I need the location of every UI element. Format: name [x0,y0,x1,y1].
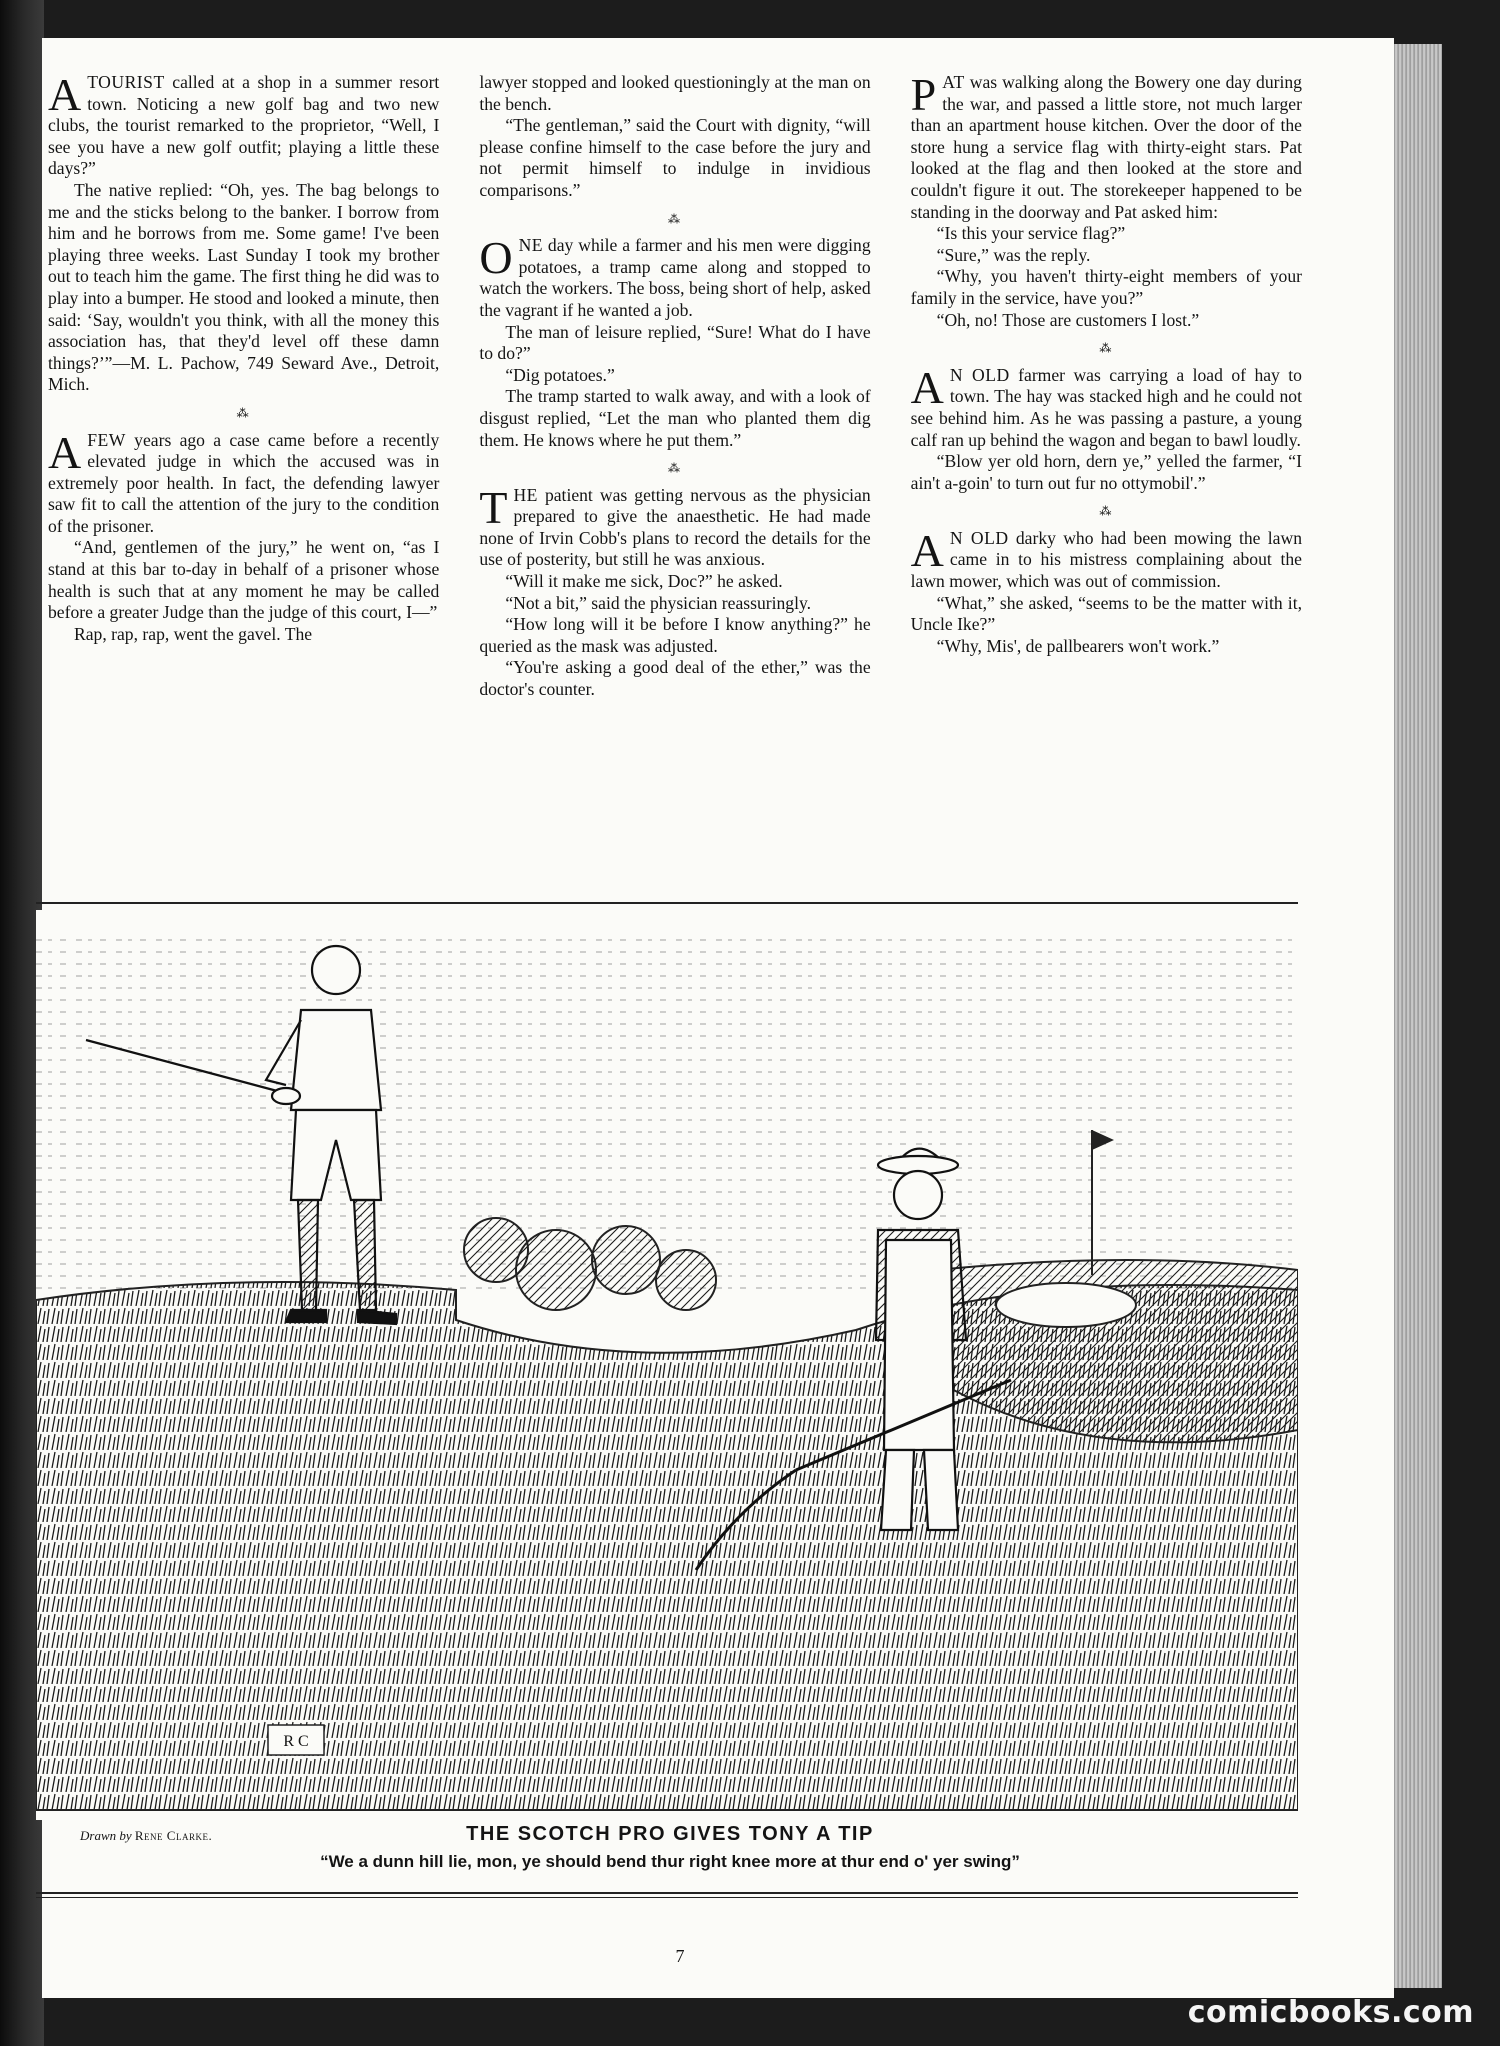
paragraph: “Oh, no! Those are customers I lost.” [936,309,1200,330]
column-2 [479,72,870,874]
lead-word: HE [513,484,538,505]
drop-cap: P [910,69,937,120]
lead-word: N OLD [949,527,1009,548]
section-separator: ⁂ [667,211,682,226]
cartoon-caption: “We a dunn hill lie, mon, ye should bend thur right knee more at thur end o' yer swing” [320,1852,1020,1871]
paragraph-text: farmer was carrying a load of hay to town. The hay was stacked high and he could not see behind him. As he was passing a pasture, a young calf ran up behind the wagon and began to bawl loudly. [910,364,1302,450]
drop-cap: A [48,69,82,120]
bottom-rule [36,1892,1298,1894]
paragraph-text: was walking along the Bowery one day during the war, and passed a little store, not much larger than an apartment house kitchen. Over the door of the store hung a service flag with thirty-eight stars. Pat looked at the flag and then looked at the store and couldn't figure it out. The storekeeper happened to be standing in the doorway and Pat asked him: [910,72,1302,222]
column-3 [910,69,1302,874]
paragraph: Rap, rap, rap, went the gavel. The [74,623,313,644]
sand-trap [996,1283,1136,1327]
anecdote-farmer [910,361,1302,451]
paragraph-text: day while a farmer and his men were digging potatoes, a tramp came along and stopped to watch the workers. The boss, being short of help, asked the vagrant if he wanted a job. [479,235,871,320]
paragraph: The tramp started to walk away, and with a look of disgust replied, “Let the man who planted them dig them. He knows where he put them.” [479,386,871,450]
section-separator: ⁂ [1099,504,1114,519]
section-separator: ⁂ [667,461,682,476]
drop-cap: T [479,481,508,533]
drop-cap: O [479,232,513,284]
section-separator: ⁂ [1099,341,1114,356]
golf-cartoon-drawing [36,910,1298,1820]
lead-word: AT [942,72,965,92]
paragraph: “Why, Mis', de pallbearers won't work.” [936,635,1220,656]
paragraph: “You're asking a good deal of the ether,” was the doctor's counter. [479,657,871,700]
page-number: 7 [675,1946,685,1966]
anecdote-judge [48,426,440,538]
paragraph: The native replied: “Oh, yes. The bag belongs to me and the sticks belong to the banker. I borrow from him and he borrows from me. Some game! I've been playing three weeks. Last Sunday I took my brother out to teach him the game. The first thing he did was to play into a bumper. He stood and looked a minute, then said: ‘Say, wouldn't you think, with all the money this association has, that they'd level off these damn things?’”—M. L. Pachow, 749 Seward Ave., Detroit, Mich. [48,179,440,395]
paragraph: “How long will it be before I know anything?” he queried as the mask was adjusted. [479,614,871,656]
lead-word: N OLD [949,364,1010,385]
page-edge [1394,44,1442,1988]
paragraph: “Is this your service flag?” [936,223,1126,244]
lead-word: TOURIST [87,72,165,92]
text-columns [48,69,1302,874]
artist-signature: R C [283,1733,309,1750]
column-1 [48,69,440,874]
anecdote-patient [479,481,871,571]
paragraph: “The gentleman,” said the Court with dignity, “will please confine himself to the case before the jury and not permit himself to indulge in invidious comparisons.” [479,115,871,200]
lead-word: NE [518,235,544,256]
anecdote-darky [910,524,1302,593]
anecdote-pat [910,69,1302,223]
cartoon-illustration [36,910,1298,1820]
anecdote-tourist [48,69,440,180]
paragraph: “Sure,” was the reply. [936,244,1091,265]
paragraph: lawyer stopped and looked questioningly at the man on the bench. [479,72,871,114]
drop-cap: A [910,361,944,413]
bottom-rule-thin [36,1897,1298,1898]
drop-cap: A [48,426,82,478]
paragraph: “Dig potatoes.” [505,364,615,385]
cartoon-title: THE SCOTCH PRO GIVES TONY A TIP [466,1823,874,1845]
lead-word: FEW [87,429,126,450]
paragraph: “Not a bit,” said the physician reassuringly. [505,592,812,613]
paragraph: “Why, you haven't thirty-eight members of your family in the service, have you?” [910,266,1302,308]
section-separator: ⁂ [236,405,251,420]
anecdote-tramp [479,232,871,321]
paragraph: The man of leisure replied, “Sure! What do I have to do?” [479,321,871,364]
watermark-text: comicbooks.com [1187,1995,1474,2030]
paragraph: “Blow yer old horn, dern ye,” yelled the farmer, “I ain't a-goin' to turn out fur no ottymobil'.” [910,451,1302,493]
artist-credit [80,1828,212,1844]
paragraph: “And, gentlemen of the jury,” he went on, “as I stand at this bar to-day in behalf of a prisoner whose health is such that at any moment he may be called before a greater Judge than the judge of this court, I—” [48,537,440,623]
paragraph-text: patient was getting nervous as the physician prepared to give the anaesthetic. He had made none of Irvin Cobb's plans to record the details for the use of posterity, but still he was anxious. [479,484,871,570]
credit-name: Rene Clarke. [134,1828,213,1843]
paragraph: “Will it make me sick, Doc?” he asked. [505,571,783,592]
top-rule [36,902,1298,904]
paragraph-text: called at a shop in a summer resort town. Noticing a new golf bag and two new clubs, the tourist remarked to the proprietor, “Well, I see you have a new golf outfit; playing a little these days?” [48,72,440,179]
paragraph-text: darky who had been mowing the lawn came in to his mistress complaining about the lawn mower, which was out of commission. [910,527,1302,592]
paragraph-text: years ago a case came before a recently elevated judge in which the accused was in extremely poor health. In fact, the defending lawyer saw fit to call the attention of the jury to the condition of the prisoner. [48,429,440,536]
paragraph: “What,” she asked, “seems to be the matter with it, Uncle Ike?” [910,592,1302,635]
drop-cap: A [910,524,944,576]
sky-hatching [36,930,1298,1290]
credit-prefix: Drawn by [80,1828,132,1843]
